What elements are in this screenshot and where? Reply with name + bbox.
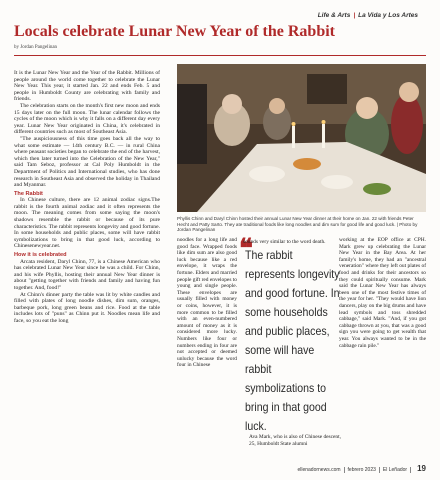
subheading-rabbit: The Rabbit — [14, 190, 43, 197]
section-header — [318, 12, 418, 19]
page-number: 19 — [417, 464, 426, 473]
paragraph: At Chinn's dinner party the table was lit by white candles and filled with plates of long noodle dishes, dim sum, oranges, barbeque pork, long green beans and rice. Food at the table includes lots of "puns" as Chinn put it. Noodles mean life and face, so you eat the long — [14, 291, 160, 324]
footer-divider — [344, 467, 345, 473]
article-column-2 — [177, 237, 237, 369]
paragraph: Arcata resident, Daryl Chinn, 77, is a Chinese American who has celebrated Lunar New Year since he was a child. For Chinn, and his wife Phyllis, hosting their annual New Year dinner is about "getting together with friends and family and having fun together. And, food!" — [14, 258, 160, 291]
footer-paper: El Leñador — [382, 467, 408, 473]
paragraph: working at the EOP office at CPH. Mark grew up celebrating the Lunar New Year in the Bay Area. At her family's home, they had an "ancestral veneration" where they left out plates of food and drinks for their ancestors so they could spiritually consume. Mark said the Lunar New Year has always been one of the most festive times of the year for her. "They would have lion dancers, play on the big drums and have lead symbols and toss shredded cabbage," said Mark. "And, if you got cabbage thrown at you, that was a good sign you were going to get wealth that year. You always wanted to be in the cabbage rain pile." — [339, 237, 426, 349]
footer-date: febrero 2023 — [347, 467, 376, 473]
article-column-1 — [14, 70, 160, 440]
subheading-celebrated: How it is celebrated — [14, 252, 67, 259]
paragraph-ava: Ava Mark, who is also of Chinese descent, 25, Humboldt State alumni — [249, 434, 341, 447]
paragraph: "The auspiciousness of this time goes back all the way to what some estimate — 14th century B.C. — in rural China where peasant societies began to celebrate the end of the harvest, which then later turned into the Celebration of the New Year," said Tam Seboz, professor at Cal Poly Humboldt in the Department of Politics and International studies, who has done research in Southeast Asia and observed the holiday in Thailand and Myanmar. — [14, 135, 160, 189]
title-rule — [14, 55, 426, 56]
page-footer — [297, 464, 426, 473]
photo-caption: Phyllis Chinn and Daryl Chinn hosted their annual Lunar New Year dinner at their home on Jan. 22 with friends Peter Hecht and Patty Sarto. They ate traditional foods like long noodles and dim sum for good life and good luck. | Photo by Jordan Pangelinan — [177, 216, 418, 233]
footer-divider — [410, 467, 411, 473]
footer-site: ellenadornews.com — [297, 467, 341, 473]
section-label: Life & Arts — [317, 12, 351, 19]
paragraph: The celebration starts on the month's first new moon and ends 15 days later on the full moon. The lunar calendar follows the cycles of the moon which is why it falls on a different day every year. Lunar New Year originated in China, it's celebrated in different countries such as most of Southeast Asia. — [14, 102, 160, 136]
paragraph: noodles for a long life and good face. Wrapped foods like dim sum are also good luck because like a red envelope, it wraps the fortune. Elders and married people gift red envelopes to young and single people. These envelopes are usually filled with money or coins, however, it is more common to be filled with an even-numbered amount of money as it is considered more lucky. Numbers like four or numbers ending in four are not accepted or deemed unlucky because the word four in Chinese — [177, 237, 237, 369]
dinner-photo — [177, 64, 426, 212]
header-separator: | — [353, 12, 356, 19]
byline: by Jordan Pangelinan — [14, 45, 58, 50]
article-column-3 — [339, 237, 426, 349]
footer-divider — [379, 467, 380, 473]
subsection-label: La Vida y Los Artes — [358, 12, 418, 19]
article-title: Locals celebrate Lunar New Year of the Rabbit — [14, 23, 335, 40]
paragraph: It is the Lunar New Year and the Year of the Rabbit. Millions of people around the world come together to celebrate the Lunar New Year. This year, it started Jan. 22 and ends Feb. 5 and people in Humboldt County are celebrating with family and friends. — [14, 70, 160, 103]
quote-mark-icon: ❝ — [239, 234, 253, 263]
paragraph-top: sounds very similar to the word death. — [243, 239, 326, 245]
paragraph: In Chinese culture, there are 12 animal zodiac signs.The rabbit is the fourth animal zodiac and it often represents the moon. The meaning comes from some saying the moon's shadows resemble the rabbit or because of its pure characteristics. The rabbit represents longevity and good fortune. In some households and public places, some will have rabbit symbolizations to bring in that good luck, according to Chinesenewyear.net. — [14, 197, 160, 250]
pull-quote-text: The rabbit represents longevity and good fortune. In some households and public places, some will have rabbit symbolizations to bring in that good luck. — [245, 248, 340, 433]
